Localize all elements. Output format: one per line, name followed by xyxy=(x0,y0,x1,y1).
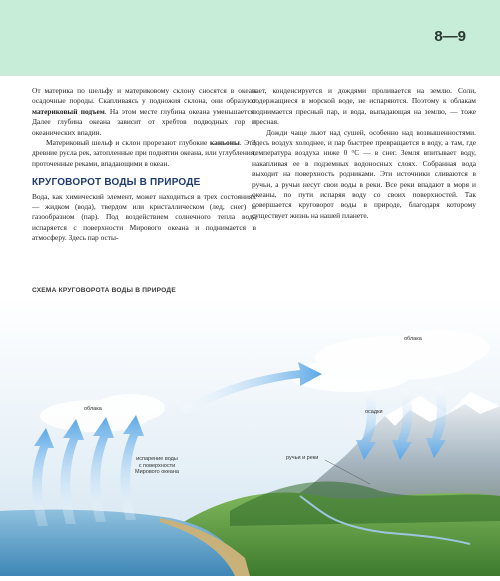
paragraph-condensation: вает, конденсируется и дождями проливается на землю. Соли, содержащиеся в морской воде, не испаряются. Поэтому к облакам поднимается пресный пар, и вода, выпадающая на землю, — тоже пресная. xyxy=(252,86,476,127)
term-canyons: каньоны xyxy=(209,138,240,148)
left-column xyxy=(32,86,256,244)
section-title: КРУГОВОРОТ ВОДЫ В ПРИРОДЕ xyxy=(32,177,201,189)
paragraph-canyons: Материковый шельф и склон прорезают глубокие каньоны. Это древние русла рек, затопленные при поднятии океана, или углубления, проточенные реками, впадающими в океан. xyxy=(32,138,257,168)
header-band xyxy=(0,0,500,76)
page-number: 8—9 xyxy=(434,28,466,45)
water-cycle-scene xyxy=(0,296,500,576)
label-clouds-right: облака xyxy=(404,336,422,342)
label-streams: ручьи и реки xyxy=(286,455,319,461)
water-cycle-illustration xyxy=(0,296,500,576)
label-precipitation: осадки xyxy=(365,409,383,415)
term-continental-rise: материковый подъем xyxy=(32,106,105,116)
paragraph-water-states: Вода, как химический элемент, может находиться в трех состояниях — жидком (вода), твердом или кристаллическом (лед, снег) и газообразном (пар). Под воздействием солнечного тепла вода испаряется с поверхности Мирового океана и поднимается в атмосферу. Здесь пар осты- xyxy=(32,191,256,243)
label-evaporation: испарение воды с поверхности Мирового океана xyxy=(135,456,179,475)
scheme-title: СХЕМА КРУГОВОРОТА ВОДЫ В ПРИРОДЕ xyxy=(32,287,176,294)
right-column xyxy=(252,86,476,221)
paragraph-shelf: От материка по шельфу и материковому склону сносятся в океан осадочные породы. Скапливаясь у подножия склона, они образуют материковый подъем. На этом месте глубина океана уменьшается. Далее глубина океана зависит от хребтов подводных гор и океанических впадин. xyxy=(32,86,256,137)
label-clouds-left: облака xyxy=(84,406,102,412)
paragraph-rains: Дожди чаще льют над сушей, особенно над возвышенностями. Здесь воздух холоднее, и пар быстрее превращается в воду, а там, где температура воздуха ниже 0 °С — в снег. Земля впитывает воду, накапливая ее в подземных водоносных слоях. Собранная вода выходит на поверхность родниками. Эти источники сливаются в ручьи, а ручьи несут свои воды в реки. Все реки впадают в моря и океаны, по пути испаряя воду со своих поверхностей. Так совершается круговорот воды в природе, благодаря которому существует жизнь на нашей планете. xyxy=(252,127,476,220)
